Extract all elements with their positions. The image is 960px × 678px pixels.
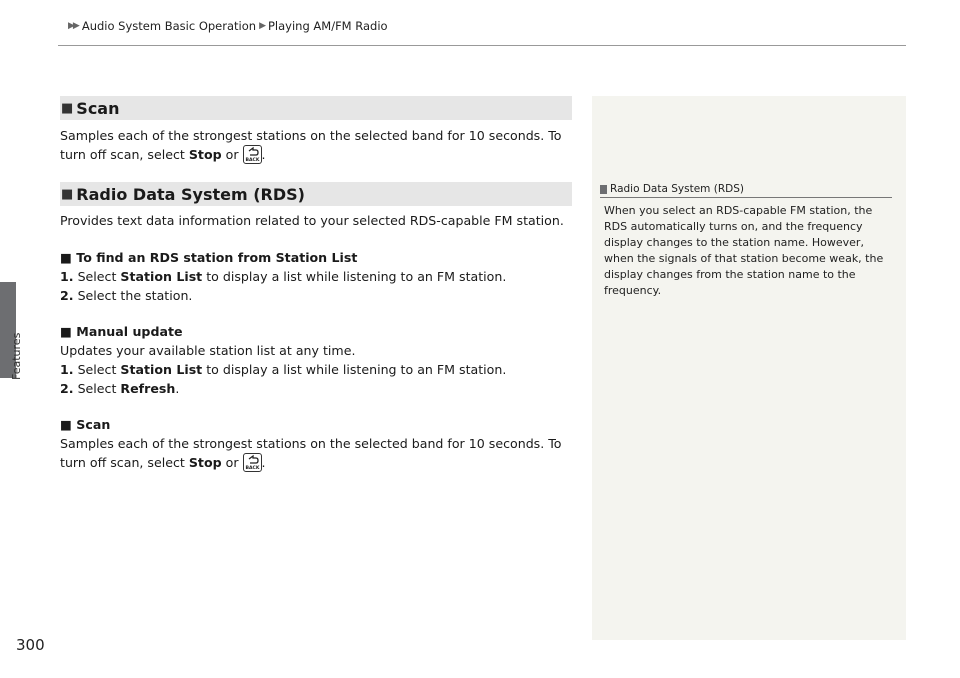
breadcrumb-arrow-icon: ▶ [259,21,266,31]
subheading: ■ Manual update [60,324,183,339]
square-bullet-icon: ■ [60,417,77,432]
square-bullet-icon: ■ [60,250,77,265]
note-panel [592,96,906,640]
section-heading-rds [60,182,572,206]
square-bullet-icon: ■ [61,186,74,202]
breadcrumb-arrow-icon: ▶▶ [68,21,78,31]
step-1: 1. Select Station List to display a list while listening to an FM station. [60,362,507,377]
section-title: Radio Data System (RDS) [76,184,305,204]
header-divider [58,45,906,46]
subheading: ■ Scan [60,417,111,432]
back-button-icon [243,453,262,472]
breadcrumb [68,19,388,33]
section-title: Scan [76,98,120,118]
stop-label: Stop [188,455,222,470]
back-button-icon [243,145,262,164]
step-1: 1. Select Station List to display a list while listening to an FM station. [60,269,507,284]
step-2: 2. Select Refresh. [60,381,180,396]
period: . [261,147,266,162]
subheading: ■ To find an RDS station from Station List [60,250,358,265]
section-heading-scan [60,96,572,120]
note-marker-icon [600,185,607,194]
note-heading [600,183,892,195]
or-text: or [221,147,243,162]
scan-sub-text: Samples each of the strongest stations on the selected band for 10 seconds. To turn off scan, select Stop or BACK . [60,436,562,471]
square-bullet-icon: ■ [60,324,77,339]
step-2: 2. Select the station. [60,288,193,303]
breadcrumb-item[interactable]: Playing AM/FM Radio [267,19,388,33]
manual-desc: Updates your available station list at any time. [60,343,356,358]
page-number: 300 [16,636,45,654]
chapter-label: Features [10,332,23,380]
note-title: Radio Data System (RDS) [610,183,744,195]
rds-intro: Provides text data information related to your selected RDS-capable FM station. [60,213,564,228]
scan-text: Samples each of the strongest stations on the selected band for 10 seconds. To turn off scan, select [60,128,562,162]
scan-sub-block [60,415,580,472]
breadcrumb-item[interactable]: Audio System Basic Operation [81,19,257,33]
manual-update-block [60,322,580,398]
square-bullet-icon: ■ [61,100,74,116]
note-divider [600,197,892,198]
note-body: When you select an RDS-capable FM station, the RDS automatically turns on, and the frequency display changes to the station name. However, when the signals of that station become weak, the display changes from the station name to the frequency. [604,204,884,297]
scan-paragraph [60,126,580,164]
svg-text:BACK: BACK [245,158,260,163]
find-station-block [60,248,580,305]
stop-label: Stop [188,147,222,162]
svg-text:BACK: BACK [245,466,260,471]
